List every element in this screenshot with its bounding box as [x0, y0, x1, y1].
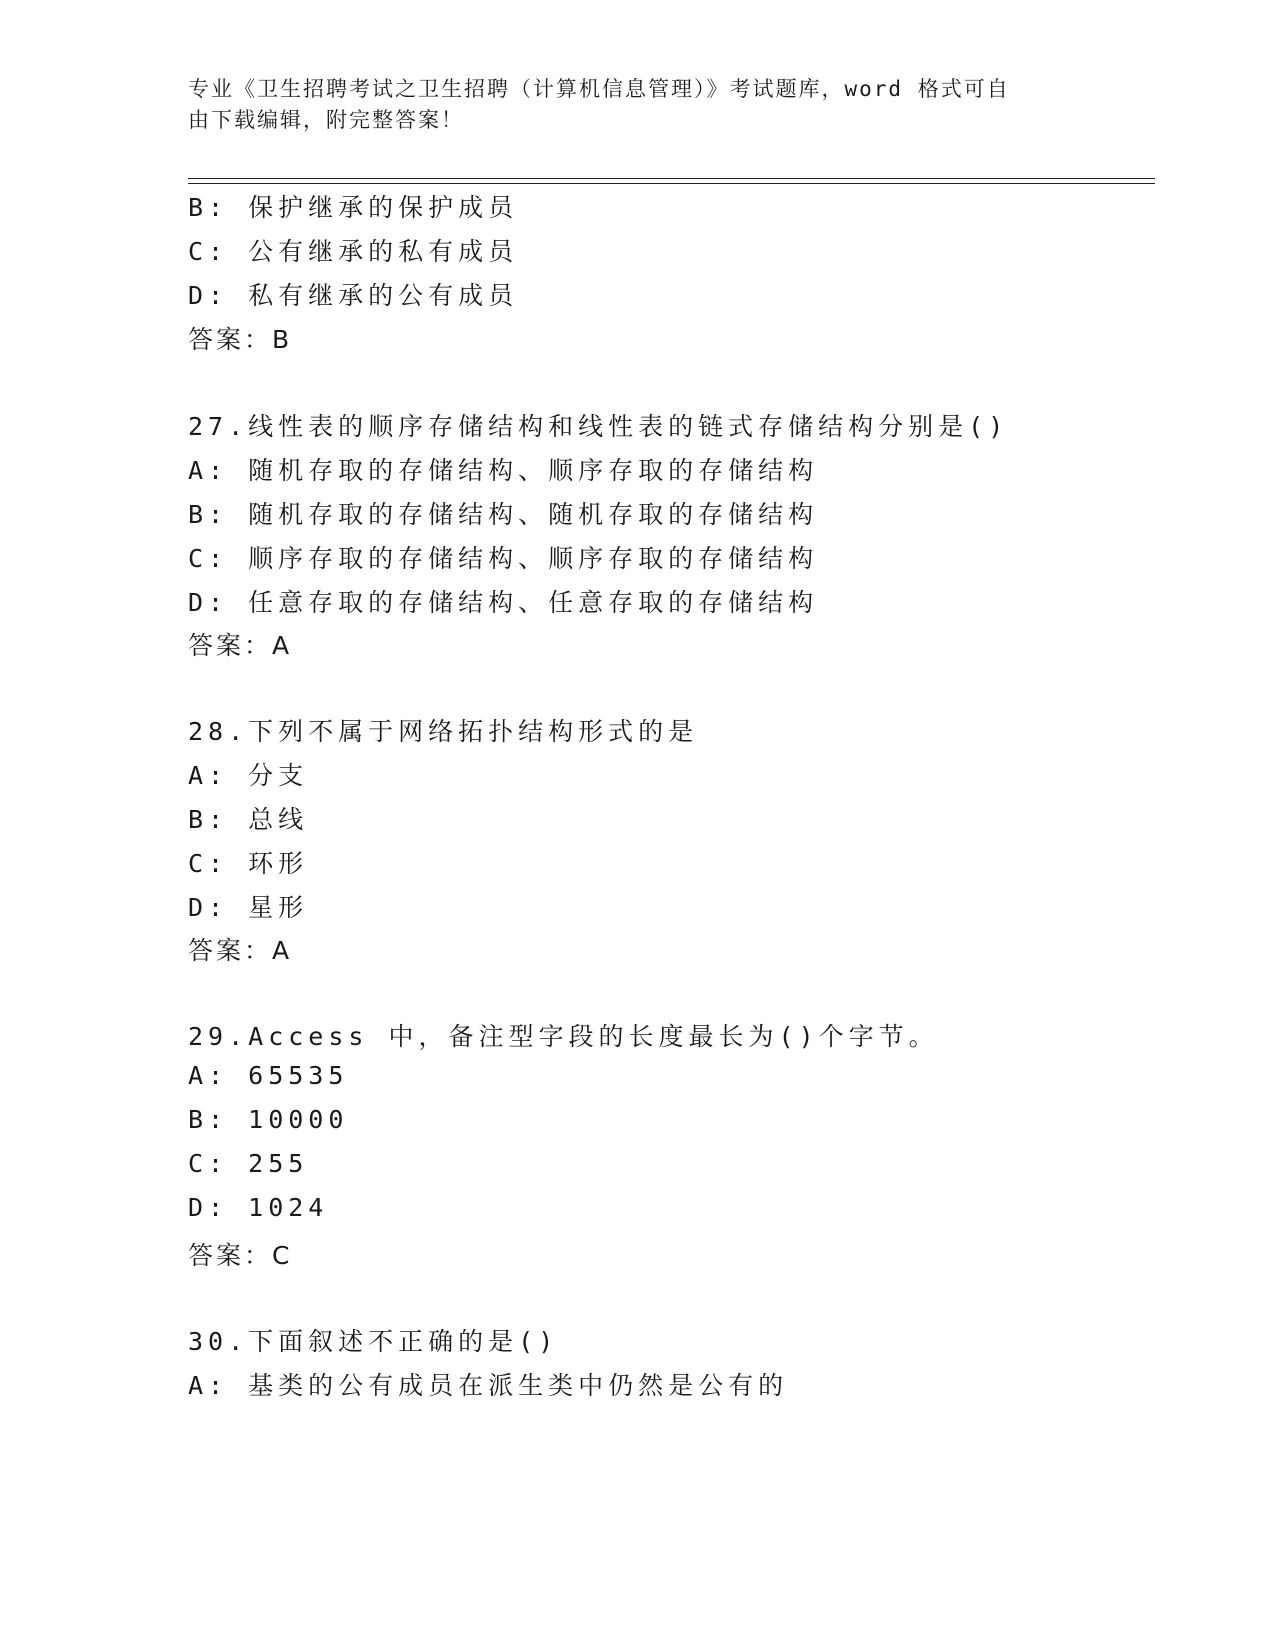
header-line-1: 专业《卫生招聘考试之卫生招聘（计算机信息管理）》考试题库，word 格式可自 [188, 77, 1010, 101]
option-line: D: 1024 [188, 1193, 329, 1222]
option-line: B: 保护继承的保护成员 [188, 193, 519, 222]
header-divider-top [188, 178, 1155, 179]
option-line: D: 任意存取的存储结构、任意存取的存储结构 [188, 588, 819, 617]
option-line: B: 10000 [188, 1105, 349, 1134]
question-line: 29.Access 中，备注型字段的长度最长为()个字节。 [188, 1022, 939, 1051]
option-line: D: 星形 [188, 893, 309, 922]
option-line: C: 255 [188, 1149, 309, 1178]
option-line: C: 公有继承的私有成员 [188, 237, 519, 266]
question-line: 28.下列不属于网络拓扑结构形式的是 [188, 717, 699, 746]
document-header [188, 74, 1088, 136]
answer-line: 答案：B [188, 325, 293, 354]
option-line: B: 总线 [188, 805, 309, 834]
question-line: 30.下面叙述不正确的是() [188, 1327, 559, 1356]
option-line: C: 环形 [188, 849, 309, 878]
answer-line: 答案：C [188, 1241, 293, 1270]
option-line: A: 65535 [188, 1061, 349, 1090]
header-line-2: 由下载编辑，附完整答案！ [188, 108, 464, 132]
option-line: C: 顺序存取的存储结构、顺序存取的存储结构 [188, 544, 819, 573]
option-line: A: 基类的公有成员在派生类中仍然是公有的 [188, 1371, 789, 1400]
option-line: D: 私有继承的公有成员 [188, 281, 519, 310]
header-divider-bottom [188, 183, 1155, 184]
question-line: 27.线性表的顺序存储结构和线性表的链式存储结构分别是() [188, 412, 1009, 441]
option-line: A: 分支 [188, 761, 309, 790]
option-line: B: 随机存取的存储结构、随机存取的存储结构 [188, 500, 819, 529]
answer-line: 答案：A [188, 936, 293, 965]
answer-line: 答案：A [188, 631, 293, 660]
option-line: A: 随机存取的存储结构、顺序存取的存储结构 [188, 456, 819, 485]
